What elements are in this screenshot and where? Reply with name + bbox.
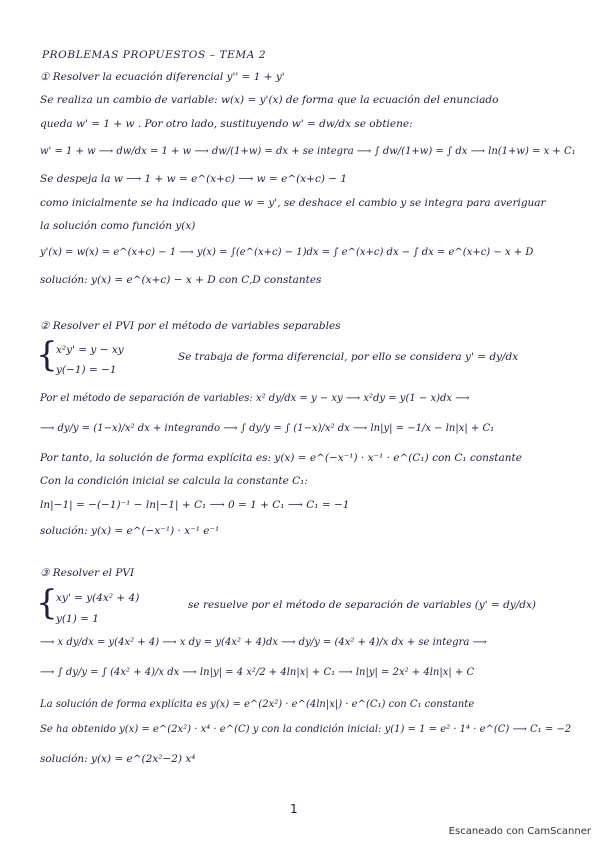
problem-2-line: Por tanto, la solución de forma explícita es: y(x) = e^(−x⁻¹) · x⁻¹ · e^(C₁) con C₁ constante [40, 452, 522, 464]
problem-1-solution: solución: y(x) = e^(x+c) − x + D con C,D constantes [40, 274, 322, 286]
problem-1-line: Se realiza un cambio de variable: w(x) = y'(x) de forma que la ecuación del enunciado [40, 94, 499, 106]
problem-2-initial-condition: y(−1) = −1 [56, 364, 117, 376]
problem-2-solution: solución: y(x) = e^(−x⁻¹) · x⁻¹ e⁻¹ [40, 525, 220, 537]
problem-3-solution: solución: y(x) = e^(2x²−2) x⁴ [40, 753, 196, 765]
system-brace: { [36, 335, 58, 375]
system-brace: { [36, 583, 58, 623]
page-title: PROBLEMAS PROPUESTOS – TEMA 2 [42, 49, 267, 61]
problem-3-equation: xy' = y(4x² + 4) [56, 592, 140, 604]
problem-3-note: se resuelve por el método de separación de variables (y' = dy/dx) [188, 599, 537, 611]
problem-1-line: la solución como función y(x) [40, 220, 196, 232]
problem-3-heading: ③ Resolver el PVI [40, 567, 135, 579]
problem-3-line: ⟶ ∫ dy/y = ∫ (4x² + 4)/x dx ⟶ ln|y| = 4 x²/2 + 4ln|x| + C₁ ⟶ ln|y| = 2x² + 4ln|x| + C [40, 667, 475, 678]
problem-3-initial-condition: y(1) = 1 [56, 613, 99, 625]
problem-2-line: Con la condición inicial se calcula la constante C₁: [40, 475, 308, 487]
problem-1-line: w' = 1 + w ⟶ dw/dx = 1 + w ⟶ dw/(1+w) = dx + se integra ⟶ ∫ dw/(1+w) = ∫ dx ⟶ ln(1+w) = x + C₁ [40, 146, 576, 157]
problem-1-line: queda w' = 1 + w . Por otro lado, sustituyendo w' = dw/dx se obtiene: [40, 118, 413, 130]
problem-2-line: ln|−1| = −(−1)⁻¹ − ln|−1| + C₁ ⟶ 0 = 1 + C₁ ⟶ C₁ = −1 [40, 499, 350, 511]
camscanner-watermark: Escaneado con CamScanner [448, 826, 591, 837]
problem-2-line: ⟶ dy/y = (1−x)/x² dx + integrando ⟶ ∫ dy/y = ∫ (1−x)/x² dx ⟶ ln|y| = −1/x − ln|x| + C₁ [40, 423, 495, 434]
problem-1-heading: ① Resolver la ecuación diferencial y'' = 1 + y' [40, 71, 285, 83]
problem-3-line: ⟶ x dy/dx = y(4x² + 4) ⟶ x dy = y(4x² + 4)dx ⟶ dy/y = (4x² + 4)/x dx + se integra ⟶ [40, 637, 487, 648]
problem-1-line: Se despeja la w ⟶ 1 + w = e^(x+c) ⟶ w = e^(x+c) − 1 [40, 173, 348, 185]
problem-2-line: Por el método de separación de variables: x² dy/dx = y − xy ⟶ x²dy = y(1 − x)dx ⟶ [40, 393, 470, 404]
page-number: 1 [290, 802, 298, 816]
problem-2-heading: ② Resolver el PVI por el método de variables separables [40, 320, 341, 332]
problem-3-line: Se ha obtenido y(x) = e^(2x²) · x⁴ · e^(C) y con la condición inicial: y(1) = 1 = e² · 1⁴ · e^(C) ⟶ C₁ = −2 [40, 724, 572, 735]
problem-3-line: La solución de forma explícita es y(x) = e^(2x²) · e^(4ln|x|) · e^(C₁) con C₁ constante [40, 699, 475, 710]
problem-2-equation: x²y' = y − xy [56, 344, 124, 356]
problem-2-note: Se trabaja de forma diferencial, por ello se considera y' = dy/dx [178, 351, 519, 363]
problem-1-line: como inicialmente se ha indicado que w = y', se deshace el cambio y se integra para averiguar [40, 197, 546, 209]
problem-1-line: y'(x) = w(x) = e^(x+c) − 1 ⟶ y(x) = ∫(e^(x+c) − 1)dx = ∫ e^(x+c) dx − ∫ dx = e^(x+c) − x + D [40, 247, 534, 258]
